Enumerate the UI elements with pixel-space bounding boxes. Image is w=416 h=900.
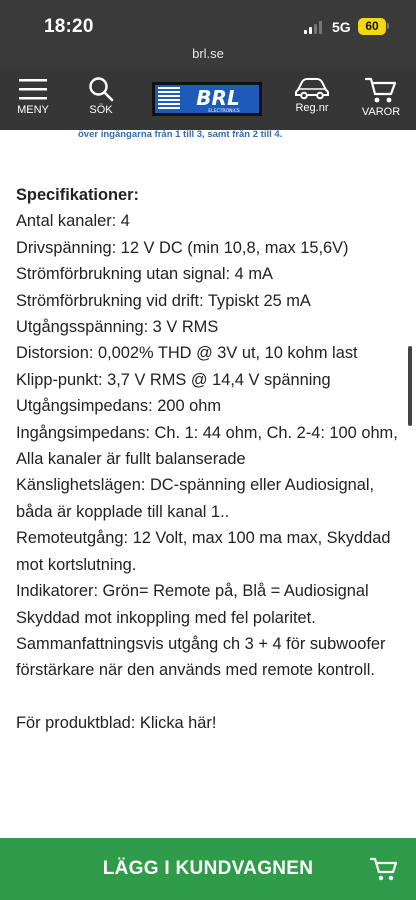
spec-title: Specifikationer: bbox=[16, 186, 139, 204]
signal-icon bbox=[304, 21, 322, 34]
add-to-cart-button[interactable] bbox=[0, 838, 416, 900]
battery-nub bbox=[387, 23, 389, 29]
site-header bbox=[0, 68, 416, 130]
cart-nav-label: VAROR bbox=[361, 106, 401, 118]
product-sheet-link[interactable]: För produktblad: Klicka här! bbox=[16, 714, 217, 733]
spec-line: Utgångsspänning: 3 V RMS bbox=[16, 318, 219, 337]
spec-line: Indikatorer: Grön= Remote på, Blå = Audiosignal bbox=[16, 582, 369, 601]
hamburger-icon bbox=[19, 76, 47, 102]
brl-logo[interactable] bbox=[152, 82, 262, 116]
status-bar bbox=[0, 0, 416, 44]
spec-line: Distorsion: 0,002% THD @ 3V ut, 10 kohm last bbox=[16, 344, 358, 363]
product-specifications bbox=[16, 182, 402, 737]
spec-line: Strömförbrukning vid drift: Typiskt 25 mA bbox=[16, 291, 311, 310]
spec-line: Utgångsimpedans: 200 ohm bbox=[16, 397, 222, 416]
spec-line: Remoteutgång: 12 Volt, max 100 ma max, Skyddad mot kortslutning. bbox=[16, 529, 391, 574]
car-icon bbox=[295, 76, 329, 100]
cart-icon bbox=[370, 856, 398, 882]
spec-line: Klipp-punkt: 3,7 V RMS @ 14,4 V spänning bbox=[16, 370, 331, 389]
spacer bbox=[16, 684, 402, 710]
network-label: 5G bbox=[332, 19, 351, 35]
spec-line: Skyddad mot inkoppling med fel polaritet. bbox=[16, 608, 316, 627]
search-icon bbox=[88, 76, 114, 102]
status-time: 18:20 bbox=[44, 16, 94, 37]
regnr-label: Reg.nr bbox=[295, 102, 329, 114]
spec-line: Strömförbrukning utan signal: 4 mA bbox=[16, 265, 273, 284]
scroll-indicator[interactable] bbox=[408, 346, 412, 426]
logo-subtext: ELECTRONICS bbox=[208, 109, 240, 114]
battery-icon: 60 bbox=[358, 18, 386, 35]
add-to-cart-label: LÄGG I KUNDVAGNEN bbox=[102, 858, 314, 879]
url-bar[interactable]: brl.se bbox=[0, 44, 416, 68]
cart-icon bbox=[365, 76, 397, 104]
spec-line: Drivspänning: 12 V DC (min 10,8, max 15,6V) bbox=[16, 238, 349, 257]
spec-line: Ingångsimpedans: Ch. 1: 44 ohm, Ch. 2-4: 100 ohm, Alla kanaler är fullt balanserade bbox=[16, 423, 398, 469]
menu-label: MENY bbox=[17, 104, 49, 116]
cut-off-description-text: över ingångarna från 1 till 3, samt från 2 till 4. bbox=[78, 129, 283, 140]
spec-line: Känslighetslägen: DC-spänning eller Audiosignal, båda är kopplade till kanal 1.. bbox=[16, 476, 375, 521]
search-label: SÖK bbox=[89, 104, 113, 116]
spec-line: Antal kanaler: 4 bbox=[16, 212, 130, 231]
logo-text: BRL bbox=[196, 86, 240, 110]
cart-nav-button[interactable] bbox=[356, 68, 406, 130]
regnr-button[interactable] bbox=[286, 68, 338, 130]
spec-line: Sammanfattningsvis utgång ch 3 + 4 för subwoofer förstärkare när den används med remote kontroll. bbox=[16, 634, 386, 680]
menu-button[interactable] bbox=[12, 68, 54, 130]
search-button[interactable] bbox=[80, 68, 122, 130]
